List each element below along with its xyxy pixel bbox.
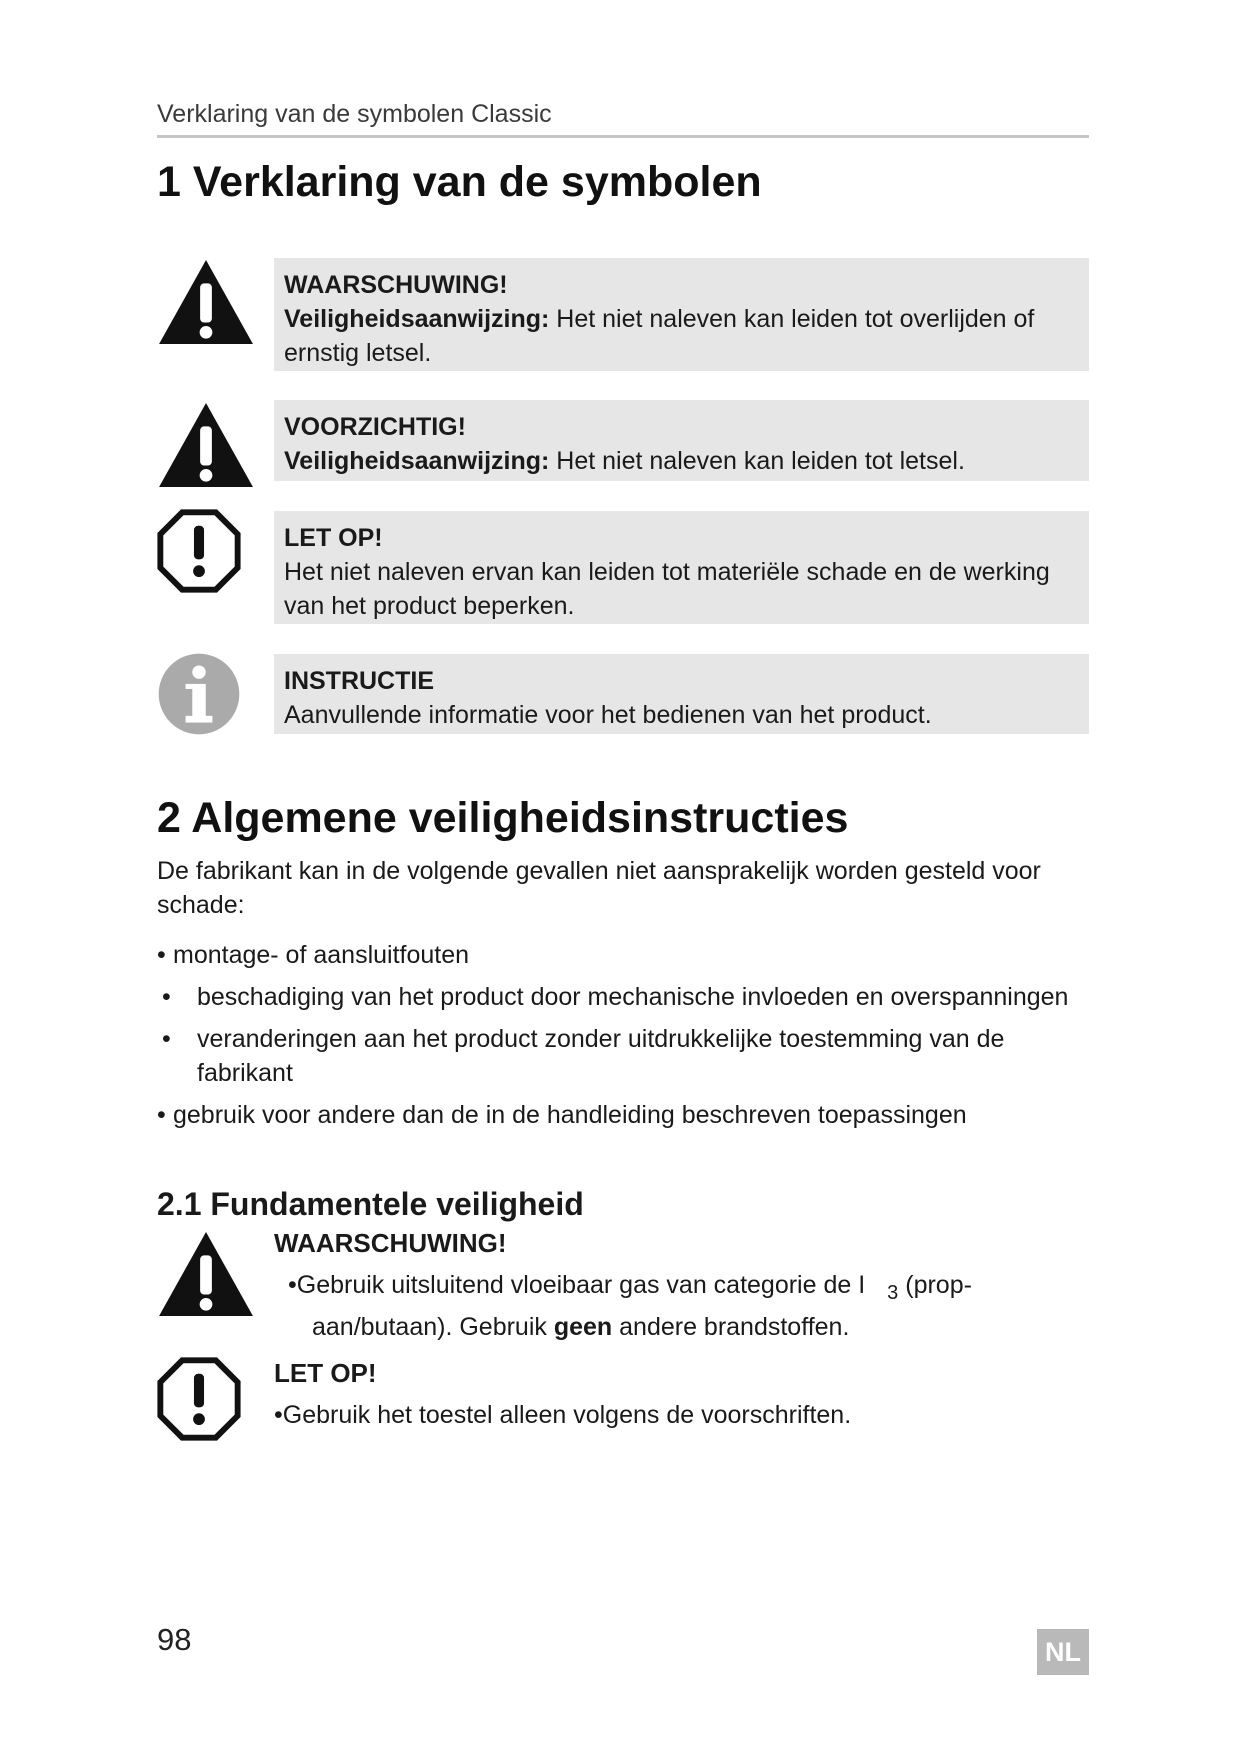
language-badge: NL [1037, 1629, 1089, 1675]
warning-title: WAARSCHUWING! [274, 1228, 507, 1258]
section-2-heading: 2 Algemene veiligheidsinstructies [157, 794, 849, 842]
notice-title: LET OP! [274, 1358, 377, 1388]
list-item: • beschadiging van het product door mechanische invloeden en overspanningen [157, 980, 1097, 1014]
warning-item: •Gebruik uitsluitend vloeibaar gas van categorie de I $_3$ (prop-aan/butaan). Gebruik geen andere brandstoffen. [288, 1271, 972, 1341]
caution-notice-box [274, 400, 1089, 481]
notice-lead: Veiligheidsaanwijzing: [284, 305, 550, 333]
warning-text: Gebruik uitsluitend vloeibaar gas van categorie de I [296, 1271, 866, 1299]
warning-text: andere brandstoffen. [612, 1313, 850, 1341]
running-head: Verklaring van de symbolen Classic [157, 100, 1089, 138]
section-2-1-heading: 2.1 Fundamentele veiligheid [157, 1186, 584, 1222]
notice-title: LET OP! [284, 524, 383, 552]
notice-title: WAARSCHUWING! [284, 271, 508, 299]
list-item: • veranderingen aan het product zonder uitdrukkelijke toestemming van de fabrikant [157, 1022, 1097, 1090]
notice-title: INSTRUCTIE [284, 667, 434, 695]
warning-triangle-icon [157, 258, 255, 346]
notice-lead: Veiligheidsaanwijzing: [284, 447, 550, 475]
warning-triangle-icon [157, 401, 255, 489]
notice-text: Het niet naleven kan leiden tot letsel. [549, 447, 965, 475]
fundamental-warning [274, 1226, 1094, 1344]
notice-title: VOORZICHTIG! [284, 413, 466, 441]
info-circle-icon [157, 652, 241, 736]
section-2-intro: De fabrikant kan in de volgende gevallen niet aansprakelijk worden gesteld voor schade: [157, 857, 1041, 919]
warning-subscript: 3 [887, 1282, 899, 1304]
instruction-notice-box [274, 654, 1089, 734]
warning-triangle-icon [157, 1230, 255, 1318]
notice-item: •Gebruik het toestel alleen volgens de voorschriften. [274, 1401, 852, 1429]
warning-notice-box [274, 258, 1089, 371]
notice-body [284, 302, 1079, 370]
notice-octagon-icon [157, 1357, 241, 1441]
list-item: • gebruik voor andere dan de in de handleiding beschreven toepassingen [157, 1098, 1097, 1132]
notice-text: Aanvullende informatie voor het bedienen van het product. [284, 701, 932, 729]
notice-text: Het niet naleven kan leiden tot overlijden of ernstig letsel. [284, 305, 1035, 367]
warning-emphasis: geen [553, 1313, 613, 1341]
notice-text: Gebruik het toestel alleen volgens de voorschriften. [282, 1401, 852, 1429]
section-1-heading: 1 Verklaring van de symbolen [157, 158, 762, 206]
warning-text: (prop-aan/butaan). Gebruik [312, 1271, 972, 1341]
notice-octagon-icon [157, 509, 241, 593]
attention-notice-box [274, 511, 1089, 624]
notice-text: Het niet naleven ervan kan leiden tot materiële schade en de werking van het product beperken. [284, 558, 1050, 620]
liability-list [157, 938, 1097, 1140]
list-item: • montage- of aansluitfouten [157, 938, 1097, 972]
fundamental-notice [274, 1356, 1094, 1432]
notice-body [284, 444, 1079, 478]
page-number: 98 [157, 1622, 192, 1657]
